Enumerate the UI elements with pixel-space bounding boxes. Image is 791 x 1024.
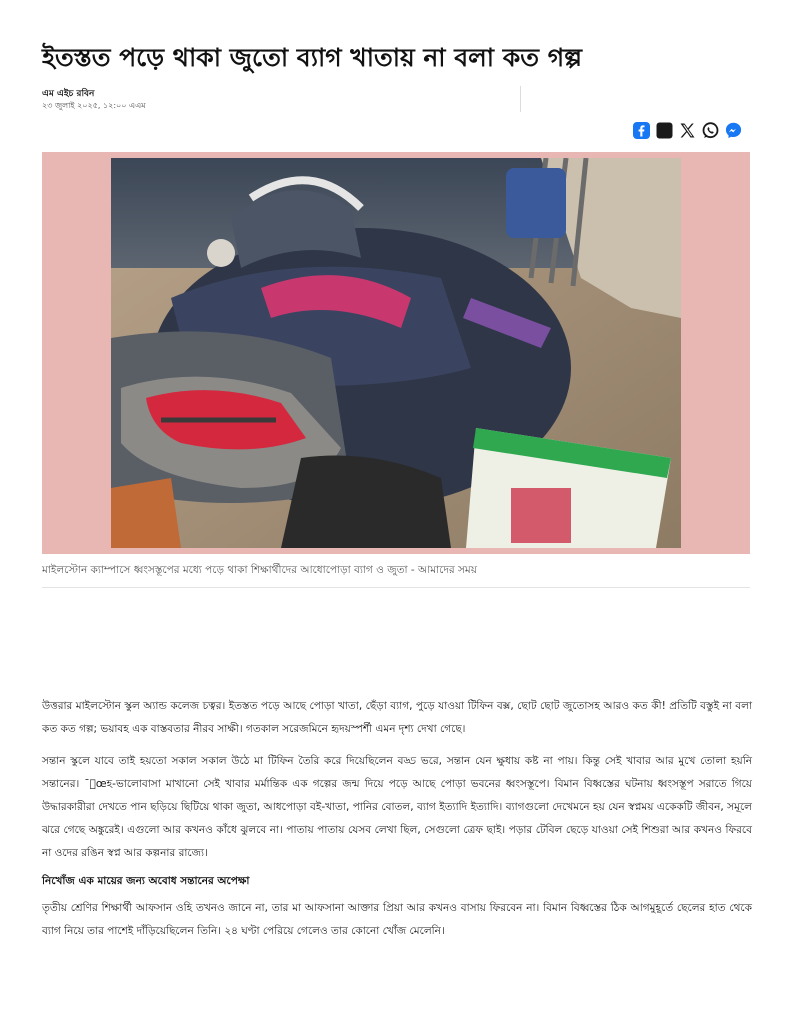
byline	[42, 88, 146, 112]
facebook-square-icon[interactable]	[655, 121, 674, 140]
article-photo	[111, 158, 681, 548]
messenger-icon[interactable]	[724, 121, 743, 140]
article-subheading: নিখোঁজ এক মায়ের জন্য অবোধ সন্তানের অপেক্ষা	[42, 875, 250, 887]
article-paragraph: উত্তরার মাইলস্টোন স্কুল অ্যান্ড কলেজ চত্বর। ইতস্তত পড়ে আছে পোড়া খাতা, ছেঁড়া ব্যাগ, পুড়ে যাওয়া টিফিন বক্স, ছোট ছোট জুতোসহ আরও কত কী! প্রতিটি বস্তুই না বলা কত কত গল্প; ভয়াবহ এক বাস্তবতার নীরব সাক্ষী। গতকাল সরেজমিনে হৃদয়স্পর্শী এমন দৃশ্য দেখা গেছে।	[42, 700, 752, 735]
article-paragraph: সন্তান স্কুলে যাবে তাই হয়তো সকাল সকাল উঠে মা টিফিন তৈরি করে দিয়েছিলেন বড্ড ভরে, সন্তান যেন ক্ষুধায় কষ্ট না পায়। কিন্তু সেই খাবার আর মুখে তোলা হয়নি সন্তানের। ¯েœহ-ভালোবাসা মাখানো সেই খাবার মর্মান্তিক এক গল্পের জন্ম দিয়ে পড়ে আছে পোড়া ভবনের ধ্বংসস্তূপে। বিমান বিধ্বস্তের ঘটনায় ধ্বংসস্তূপ সরাতে গিয়ে উদ্ধারকারীরা দেখতে পান ছড়িয়ে ছিটিয়ে থাকা জুতা, আধপোড়া বই-খাতা, পানির বোতল, ব্যাগ ইত্যাদি ইত্যাদি। ব্যাগগুলো দেখেমনে হয় যেন স্বপ্নময় একেকটি জীবন, সমূলে ঝরে গেছে অঙ্কুরেই। এগুলো আর কখনও কাঁধে ঝুলবে না। পাতায় পাতায় যেসব লেখা ছিল, সেগুলো ত্রেফ ছাই। পড়ার টেবিল ছেড়ে যাওয়া সেই শিশুরা আর কখনও ফিরবে না ওদের রঙিন স্বপ্ন আর কল্পনার রাজ্যে।	[42, 755, 752, 859]
photo-caption: মাইলস্টোন ক্যাম্পাসে ধ্বংসস্তূপের মধ্যে পড়ে থাকা শিক্ষার্থীদের আধোপোড়া ব্যাগ ও জুতা - আমাদের সময়	[42, 564, 477, 576]
whatsapp-icon[interactable]	[701, 121, 720, 140]
x-icon[interactable]	[678, 121, 697, 140]
author-name[interactable]: এম এইচ রবিন	[42, 89, 95, 99]
facebook-icon[interactable]	[632, 121, 651, 140]
article-headline: ইতস্তত পড়ে থাকা জুতো ব্যাগ খাতায় না বলা কত গল্প	[42, 43, 582, 72]
publish-date: ২৩ জুলাই ২০২৫, ১২:০০ এএম	[42, 101, 146, 110]
article-paragraph: তৃতীয় শ্রেণির শিক্ষার্থী আফসান ওহি তখনও জানে না, তার মা আফসানা আক্তার প্রিয়া আর কখনও বাসায় ফিরবেন না। বিমান বিধ্বস্তের ঠিক আগমুহূর্তে ছেলের হাত থেকে ব্যাগ নিয়ে তার পাশেই দাঁড়িয়েছিলেন তিনি। ২৪ ঘণ্টা পেরিয়ে গেলেও তার কোনো খোঁজ মেলেনি।	[42, 902, 752, 937]
share-bar	[632, 121, 743, 140]
byline-divider	[520, 86, 521, 112]
caption-divider	[42, 587, 750, 588]
